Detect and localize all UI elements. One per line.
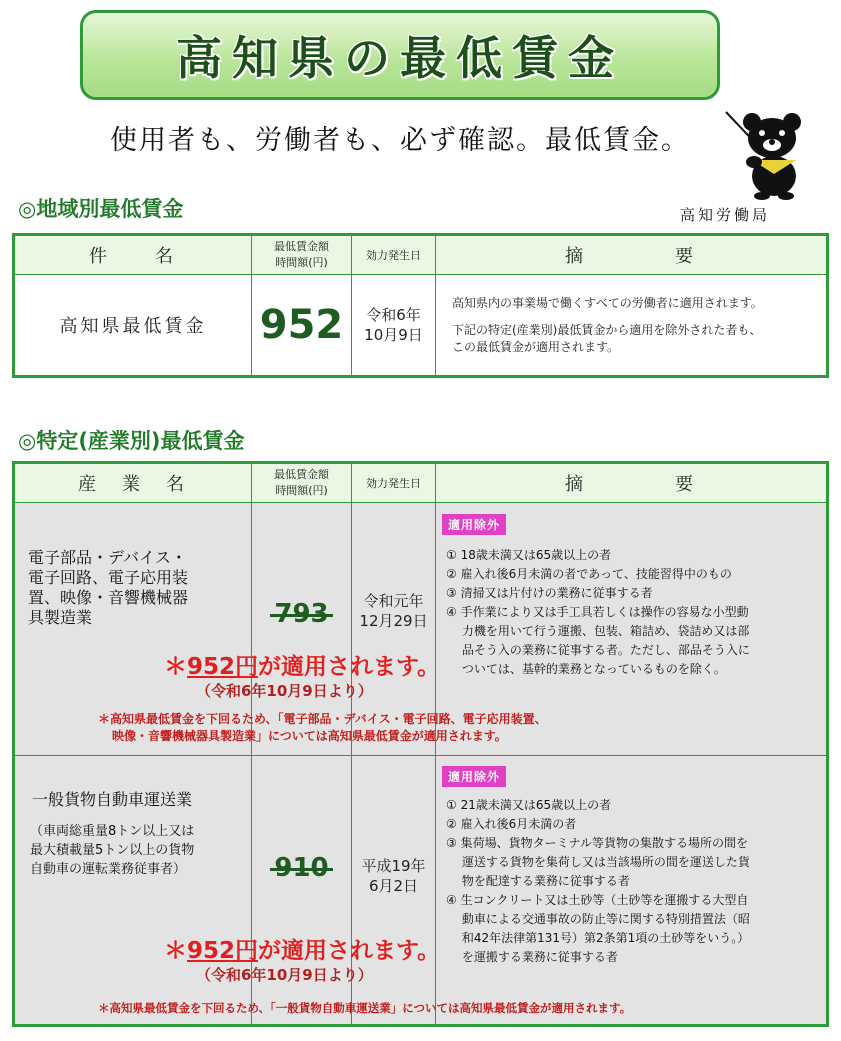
exclusion-badge <box>442 514 506 535</box>
old-amount: 793 <box>274 599 329 629</box>
industry-name <box>28 548 188 628</box>
applied-amount: 952円 <box>187 938 259 964</box>
list-item: ④ 生コンクリート又は土砂等（土砂等を運搬する大型自 <box>446 893 749 907</box>
industry-sub-line: 自動車の運転業務従事者） <box>30 862 187 877</box>
applied-wage-notice <box>164 932 440 965</box>
office-name: 高知労働局 <box>680 206 771 224</box>
date-cell <box>352 756 436 1026</box>
asterisk: ＊ <box>164 938 187 964</box>
header-amount <box>252 463 352 503</box>
footnote <box>98 711 547 745</box>
exclusion-badge-label: 適用除外 <box>442 766 506 787</box>
industry-name-line: 電子部品・デバイス・ <box>28 548 187 567</box>
exclusion-list <box>446 796 750 967</box>
list-item: 力機を用いて行う運搬、包装、箱詰め、袋詰め又は部 <box>446 624 750 638</box>
list-item: を運搬する業務に従事する者 <box>446 950 618 964</box>
regional-date-line1: 令和6年 <box>366 306 421 324</box>
slogan: 使用者も、労働者も、必ず確認。最低賃金。 <box>110 125 690 156</box>
header-summary: 摘 要 <box>436 235 828 275</box>
regional-note-1: 高知県内の事業場で働くすべての労働者に適用されます。 <box>452 295 763 310</box>
industry-sub-line: 最大積載量5トン以上の貨物 <box>30 843 195 858</box>
industry-sub-line: （車両総重量8トン以上又は <box>30 824 195 839</box>
list-item: ③ 集荷場、貨物ターミナル等貨物の集散する場所の間を <box>446 836 748 850</box>
list-item: ① 21歳未満又は65歳以上の者 <box>446 798 612 812</box>
exclusion-badge-label: 適用除外 <box>442 514 506 535</box>
page-title: 高知県の最低賃金 <box>176 31 624 85</box>
industry-name-line: 置、映像・音響機械器 <box>28 588 189 607</box>
list-item: ③ 清掃又は片付けの業務に従事する者 <box>446 586 653 600</box>
header-date: 効力発生日 <box>352 235 436 275</box>
regional-date <box>352 275 436 377</box>
list-item: 和42年法律第131号）第2条第1項の土砂等をいう。） <box>446 931 750 945</box>
list-item: 運送する貨物を集荷し又は当該場所の間を運送した貨 <box>446 855 750 869</box>
industry-subtitle <box>30 822 194 879</box>
date-line1: 平成19年 <box>361 857 426 875</box>
regional-note-2: 下記の特定(産業別)最低賃金から適用を除外された者も、 <box>452 322 762 337</box>
date-line1: 令和元年 <box>363 592 424 610</box>
header-industry: 産 業 名 <box>14 463 252 503</box>
list-item: ① 18歳未満又は65歳以上の者 <box>446 548 612 562</box>
applied-suffix: が適用されます。 <box>258 938 441 964</box>
header-date: 効力発生日 <box>352 463 436 503</box>
applied-since: （令和6年10月9日より） <box>196 966 373 984</box>
footnote-line: ＊高知県最低賃金を下回るため、「電子部品・デバイス・電子回路、電子応用装置、 <box>98 712 547 726</box>
footnote-line: 映像・音響機械器具製造業」については高知県最低賃金が適用されます。 <box>112 729 507 743</box>
industry-name-line: 電子回路、電子応用装 <box>28 568 189 587</box>
list-item: 動車による交通事故の防止等に関する特別措置法（昭 <box>446 912 750 926</box>
list-item: ついては、基幹的業務となっているものを除く。 <box>446 662 726 676</box>
header-summary: 摘 要 <box>436 463 828 503</box>
regional-amount: 952 <box>252 275 352 377</box>
header-amount-line2: 時間額(円) <box>275 484 328 497</box>
list-item: ② 雇入れ後6月未満の者 <box>446 817 577 831</box>
list-item: 品そう入の業務に従事する者。ただし、部品そう入に <box>446 643 750 657</box>
list-item: ④ 手作業により又は手工具若しくは操作の容易な小型動 <box>446 605 749 619</box>
header-amount-line2: 時間額(円) <box>275 256 328 269</box>
exclusion-list <box>446 546 750 679</box>
footnote: ＊高知県最低賃金を下回るため、「一般貨物自動車運送業」については高知県最低賃金が適用されます。 <box>98 1001 632 1015</box>
exclusion-badge <box>442 766 506 787</box>
amount-cell <box>252 756 352 1026</box>
old-amount: 910 <box>274 853 329 883</box>
header-amount-line1: 最低賃金額 <box>274 240 329 253</box>
applied-suffix: が適用されます。 <box>258 654 441 680</box>
header-amount-line1: 最低賃金額 <box>274 468 329 481</box>
header-name: 件 名 <box>14 235 252 275</box>
regional-note-3: この最低賃金が適用されます。 <box>452 339 620 354</box>
industry-name: 一般貨物自動車運送業 <box>32 790 193 809</box>
date-line2: 12月29日 <box>359 612 428 630</box>
date-line2: 6月2日 <box>368 877 419 895</box>
applied-amount: 952円 <box>187 654 259 680</box>
bear-mascot-icon <box>722 100 817 200</box>
list-item: 物を配達する業務に従事する者 <box>446 874 630 888</box>
regional-wage-table <box>12 233 829 378</box>
asterisk: ＊ <box>164 654 187 680</box>
regional-summary <box>436 275 828 377</box>
applied-wage-notice <box>164 648 440 681</box>
specific-heading: ◎特定(産業別)最低賃金 <box>18 429 245 453</box>
list-item: ② 雇入れ後6月未満の者であって、技能習得中のもの <box>446 567 732 581</box>
title-banner <box>80 10 720 100</box>
header-amount <box>252 235 352 275</box>
industry-name-line: 具製造業 <box>28 608 93 627</box>
applied-since: （令和6年10月9日より） <box>196 682 373 700</box>
regional-name: 高知県最低賃金 <box>14 275 252 377</box>
regional-date-line2: 10月9日 <box>364 326 423 344</box>
regional-heading: ◎地域別最低賃金 <box>18 197 184 221</box>
